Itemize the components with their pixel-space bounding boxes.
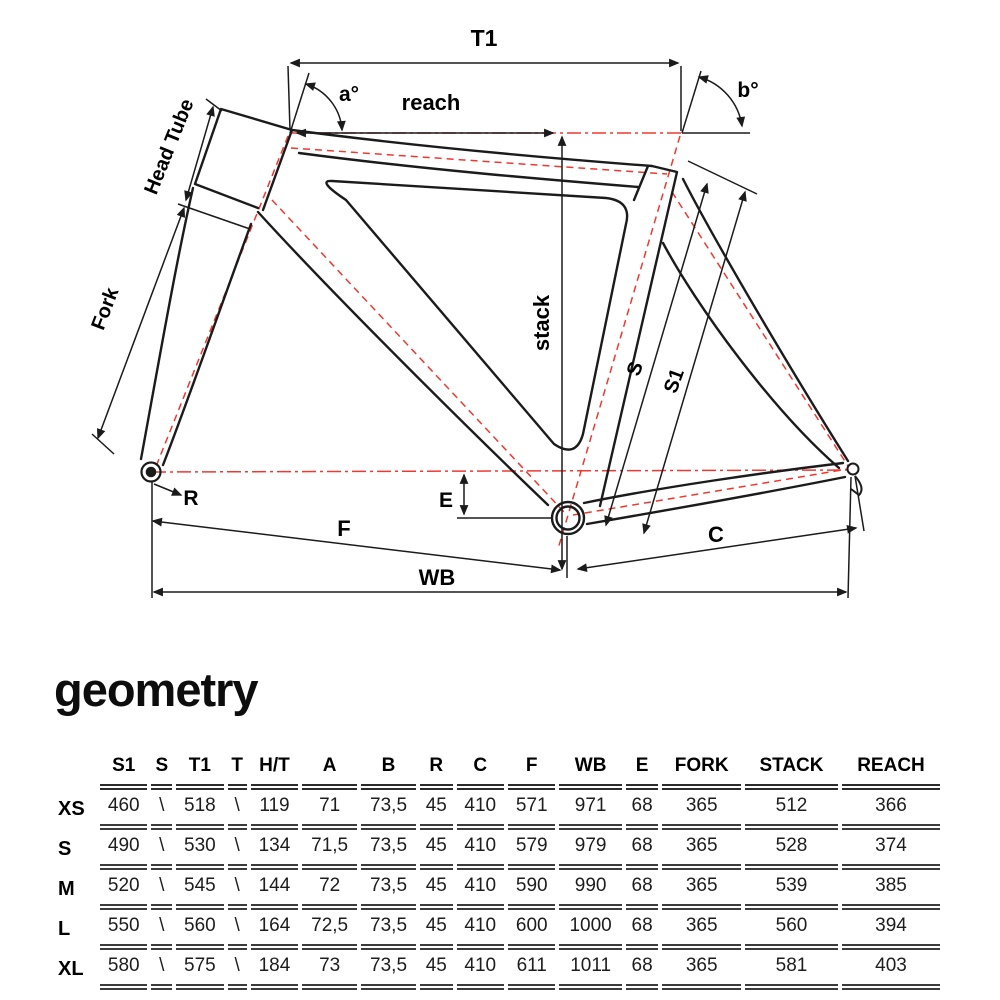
dimension-labels <box>87 25 758 590</box>
fork-blade <box>141 188 251 465</box>
table-cell: 365 <box>662 910 741 950</box>
row-size-label: S <box>58 837 72 860</box>
table-cell: 410 <box>457 870 504 910</box>
label-head-angle: a° <box>338 83 360 106</box>
table-cell: 539 <box>745 870 838 910</box>
table-cell: 365 <box>662 790 741 830</box>
front-axle-hub <box>147 468 155 476</box>
seat-angle-ray <box>682 71 701 133</box>
seat-top-tick <box>688 161 757 194</box>
table-cell: \ <box>228 870 247 910</box>
row-size-label: M <box>58 877 75 900</box>
label-stack: stack <box>529 294 554 352</box>
table-cell: 528 <box>745 830 838 870</box>
table-cell: 71,5 <box>302 830 357 870</box>
bottom-bracket-inner-ring <box>557 507 580 530</box>
axle-centerline <box>152 470 852 472</box>
table-cell: \ <box>151 790 172 830</box>
table-cell: 45 <box>420 870 453 910</box>
chain-stays <box>584 463 845 524</box>
table-cell: 72,5 <box>302 910 357 950</box>
table-row-s <box>50 830 940 870</box>
label-front-center: F <box>337 516 351 541</box>
table-cell: 1000 <box>559 910 621 950</box>
table-cell: 560 <box>176 910 223 950</box>
table-cell: 550 <box>100 910 147 950</box>
table-row-xl <box>50 950 940 990</box>
table-cell: 600 <box>508 910 555 950</box>
table-cell: 410 <box>457 790 504 830</box>
table-cell: 164 <box>251 910 298 950</box>
geometry-table <box>46 750 944 990</box>
table-cell: 512 <box>745 790 838 830</box>
s-dimension <box>606 184 707 525</box>
geometry-table-body <box>50 790 940 990</box>
table-cell: 394 <box>842 910 940 950</box>
page-title: geometry <box>54 663 258 716</box>
bottom-bracket <box>552 502 584 534</box>
table-cell: 365 <box>662 830 741 870</box>
head-tube-tick-middle <box>178 204 250 229</box>
table-cell: 45 <box>420 910 453 950</box>
table-cell: 73,5 <box>361 790 416 830</box>
table-cell: 460 <box>100 790 147 830</box>
table-row-l <box>50 910 940 950</box>
seat-angle-arc <box>699 77 742 126</box>
head-tube <box>195 109 292 210</box>
column-header-r: R <box>420 750 453 790</box>
column-header-t1: T1 <box>176 750 223 790</box>
seat-tube <box>600 166 677 506</box>
table-row-xs <box>50 790 940 830</box>
frame-centerlines <box>152 133 852 549</box>
column-header-s: S <box>151 750 172 790</box>
chain-stay-centerline <box>573 469 848 515</box>
rear-dropout <box>848 464 862 496</box>
label-bb-drop: E <box>438 489 454 512</box>
table-cell: 184 <box>251 950 298 990</box>
table-cell: \ <box>228 910 247 950</box>
label-s1: S1 <box>659 365 689 397</box>
table-cell: 979 <box>559 830 621 870</box>
table-cell: 545 <box>176 870 223 910</box>
f-dimension <box>153 521 560 570</box>
column-header-s1: S1 <box>100 750 147 790</box>
table-cell: 1011 <box>559 950 621 990</box>
seat-stay-centerline <box>672 192 848 466</box>
table-cell: 72 <box>302 870 357 910</box>
table-cell: 571 <box>508 790 555 830</box>
column-header-f: F <box>508 750 555 790</box>
table-row-m <box>50 870 940 910</box>
label-reach: reach <box>401 90 461 115</box>
row-size-label: L <box>58 917 71 940</box>
rear-extension <box>848 477 851 598</box>
table-cell: 134 <box>251 830 298 870</box>
geometry-table-head <box>50 750 940 790</box>
table-cell: 119 <box>251 790 298 830</box>
table-cell: \ <box>151 870 172 910</box>
table-cell: \ <box>151 830 172 870</box>
down-tube-centerline <box>272 200 565 513</box>
table-cell: 73 <box>302 950 357 990</box>
column-header-stack: STACK <box>745 750 838 790</box>
column-header-e: E <box>626 750 659 790</box>
frame-outline <box>141 109 848 524</box>
down-tube <box>258 212 548 505</box>
top-tube <box>292 130 652 187</box>
table-corner-cell <box>50 750 96 790</box>
table-cell: 73,5 <box>361 830 416 870</box>
table-cell: 45 <box>420 830 453 870</box>
table-cell: 365 <box>662 950 741 990</box>
head-angle-arc <box>306 84 342 130</box>
table-cell: 73,5 <box>361 870 416 910</box>
rear-axle-icon <box>848 464 859 475</box>
column-header-h-t: H/T <box>251 750 298 790</box>
column-header-wb: WB <box>559 750 621 790</box>
table-cell: \ <box>151 910 172 950</box>
label-t1: T1 <box>470 25 498 51</box>
table-cell: 68 <box>626 830 659 870</box>
label-wheelbase: WB <box>418 565 456 590</box>
table-cell: 365 <box>662 870 741 910</box>
table-cell: 518 <box>176 790 223 830</box>
table-cell: \ <box>228 950 247 990</box>
table-cell: 68 <box>626 870 659 910</box>
table-cell: 990 <box>559 870 621 910</box>
table-cell: 410 <box>457 950 504 990</box>
table-cell: 530 <box>176 830 223 870</box>
geometry-table-section <box>46 750 944 990</box>
table-cell: 490 <box>100 830 147 870</box>
table-cell: 575 <box>176 950 223 990</box>
seat-stays <box>663 179 848 468</box>
table-cell: 366 <box>842 790 940 830</box>
row-size-label: XS <box>58 797 85 820</box>
table-cell: 581 <box>745 950 838 990</box>
table-cell: 374 <box>842 830 940 870</box>
table-cell: 579 <box>508 830 555 870</box>
seat-tube-centerline <box>558 136 680 549</box>
table-cell: 68 <box>626 790 659 830</box>
table-cell: 45 <box>420 950 453 990</box>
label-rake: R <box>183 487 199 510</box>
fork-tick-bottom <box>92 434 114 454</box>
table-cell: 580 <box>100 950 147 990</box>
row-size-label: XL <box>58 957 84 980</box>
label-fork: Fork <box>87 284 124 334</box>
column-header-a: A <box>302 750 357 790</box>
head-angle-ray <box>290 73 309 133</box>
table-cell: 68 <box>626 950 659 990</box>
column-header-b: B <box>361 750 416 790</box>
table-cell: 410 <box>457 910 504 950</box>
table-cell: 971 <box>559 790 621 830</box>
table-cell: 73,5 <box>361 910 416 950</box>
column-header-reach: REACH <box>842 750 940 790</box>
table-cell: \ <box>228 790 247 830</box>
label-s: S <box>622 358 648 379</box>
label-head-tube: Head Tube <box>140 95 199 198</box>
table-cell: 71 <box>302 790 357 830</box>
table-cell: 45 <box>420 790 453 830</box>
table-cell: 410 <box>457 830 504 870</box>
rake-dimension <box>154 484 181 495</box>
column-header-c: C <box>457 750 504 790</box>
table-cell: \ <box>151 950 172 990</box>
column-header-fork: FORK <box>662 750 741 790</box>
table-cell: \ <box>228 830 247 870</box>
table-cell: 590 <box>508 870 555 910</box>
dimension-lines <box>92 63 864 598</box>
table-cell: 385 <box>842 870 940 910</box>
table-cell: 68 <box>626 910 659 950</box>
s1-dimension <box>644 192 745 533</box>
table-cell: 144 <box>251 870 298 910</box>
head-tube-tick-top <box>206 99 222 111</box>
table-header-row <box>50 750 940 790</box>
front-triangle-inner-edge <box>326 181 627 450</box>
column-header-t: T <box>228 750 247 790</box>
table-cell: 560 <box>745 910 838 950</box>
label-chainstay: C <box>708 522 724 547</box>
t1-extension-left <box>288 66 290 130</box>
table-cell: 611 <box>508 950 555 990</box>
table-cell: 403 <box>842 950 940 990</box>
table-cell: 520 <box>100 870 147 910</box>
table-cell: 73,5 <box>361 950 416 990</box>
label-seat-angle: b° <box>737 79 759 102</box>
